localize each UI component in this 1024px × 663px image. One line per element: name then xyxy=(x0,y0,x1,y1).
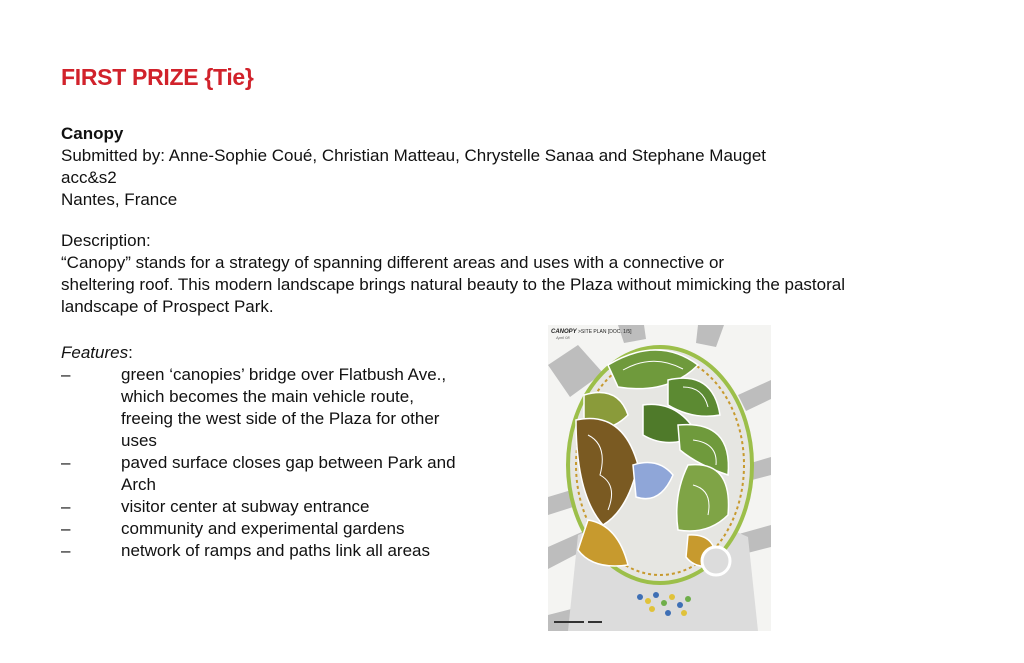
feature-line: paved surface closes gap between Park and xyxy=(121,453,456,472)
plan-subtitle: April 08 xyxy=(556,335,570,340)
features-label: Features xyxy=(61,343,129,362)
feature-line: community and experimental gardens xyxy=(121,519,405,538)
description-line: landscape of Prospect Park. xyxy=(61,297,274,316)
submitted-by: Submitted by: Anne-Sophie Coué, Christian Matteau, Chrystelle Sanaa and Stephane Mauget xyxy=(61,146,766,165)
feature-line: green ‘canopies’ bridge over Flatbush Ave., xyxy=(121,365,447,384)
bullet-dash: – xyxy=(61,541,71,560)
location: Nantes, France xyxy=(61,190,178,209)
feature-line: uses xyxy=(121,431,157,450)
roundabout xyxy=(702,547,730,575)
features-list xyxy=(61,364,501,562)
bullet-dash: – xyxy=(61,365,71,384)
site-plan-image xyxy=(548,325,771,631)
description-line: “Canopy” stands for a strategy of spanning different areas and uses with a connective or xyxy=(61,253,725,272)
firm-name: acc&s2 xyxy=(61,168,117,187)
prize-heading: FIRST PRIZE {Tie} xyxy=(61,64,254,90)
description-line: sheltering roof. This modern landscape brings natural beauty to the Plaza without mimicking the pastoral xyxy=(61,275,846,294)
feature-line: visitor center at subway entrance xyxy=(121,497,370,516)
description-label: Description: xyxy=(61,231,151,250)
bullet-dash: – xyxy=(61,497,71,516)
entry-name: Canopy xyxy=(61,124,124,143)
feature-item xyxy=(61,364,501,452)
bullet-dash: – xyxy=(61,453,71,472)
plan-scale-bar xyxy=(554,621,602,623)
plan-sheet-label: >SITE PLAN [DOC. 1/5] xyxy=(578,329,632,335)
feature-item xyxy=(61,540,501,562)
features-heading xyxy=(61,342,501,364)
entry-info xyxy=(61,123,766,211)
features-colon: : xyxy=(128,343,133,362)
feature-line: which becomes the main vehicle route, xyxy=(121,387,414,406)
feature-line: freeing the west side of the Plaza for other xyxy=(121,409,440,428)
feature-item xyxy=(61,518,501,540)
plan-brand: CANOPY xyxy=(551,329,577,335)
feature-item xyxy=(61,496,501,518)
features-block xyxy=(61,342,501,562)
feature-item xyxy=(61,452,501,496)
description-block xyxy=(61,230,961,318)
bullet-dash: – xyxy=(61,519,71,538)
feature-line: network of ramps and paths link all areas xyxy=(121,541,430,560)
feature-line: Arch xyxy=(121,475,156,494)
